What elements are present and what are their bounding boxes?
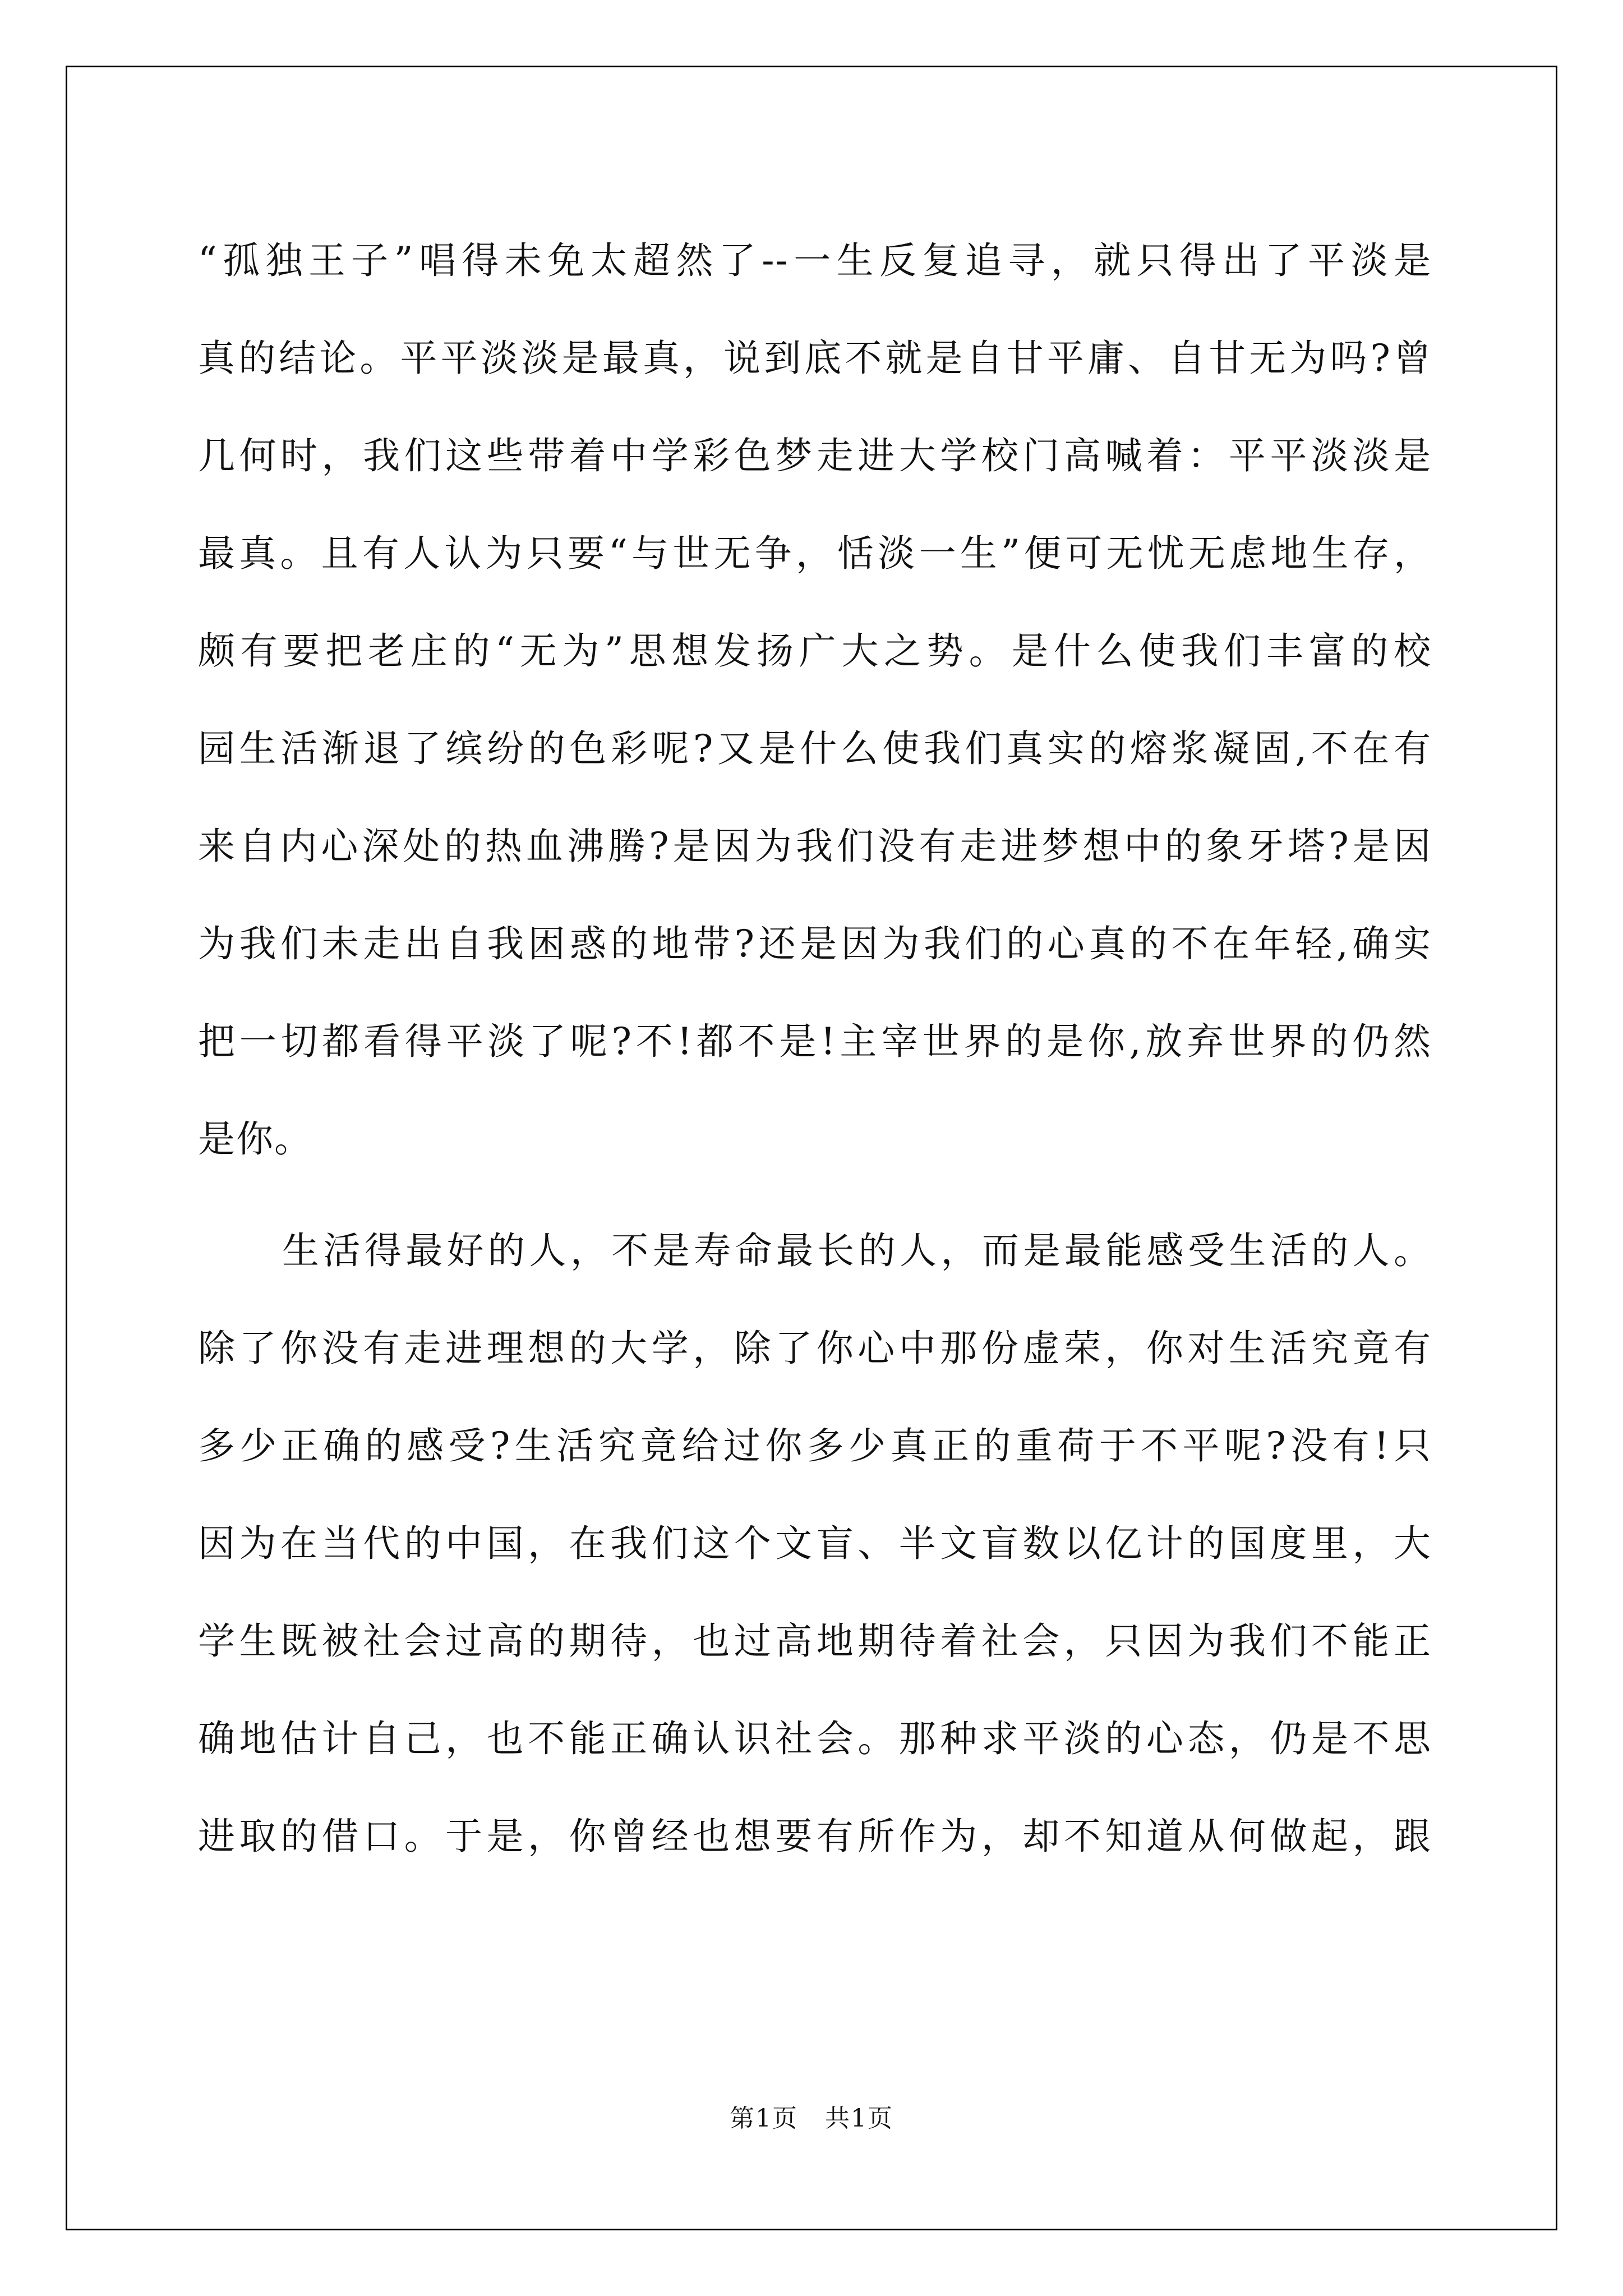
text-line: 为我们未走出自我困惑的地带?还是因为我们的心真的不在年轻,确实 xyxy=(198,922,1432,965)
text-line: 多少正确的感受?生活究竟给过你多少真正的重荷于不平呢?没有!只 xyxy=(198,1424,1432,1467)
text-line: 因为在当代的中国，在我们这个文盲、半文盲数以亿计的国度里，大 xyxy=(198,1522,1432,1565)
text-line: 最真。且有人认为只要“与世无争，恬淡一生”便可无忧无虑地生存， xyxy=(198,532,1432,575)
document-body xyxy=(198,212,1432,1885)
paragraph-spacer xyxy=(198,1188,1432,1202)
page-footer xyxy=(0,2098,1623,2134)
text-line: 颇有要把老庄的“无为”思想发扬广大之势。是什么使我们丰富的校 xyxy=(198,629,1432,673)
text-line: 进取的借口。于是，你曾经也想要有所作为，却不知道从何做起，跟 xyxy=(198,1815,1432,1858)
text-line: 把一切都看得平淡了呢?不!都不是!主宰世界的是你,放弃世界的仍然 xyxy=(198,1020,1432,1063)
page-number: 第1页 xyxy=(730,2104,798,2133)
text-line: 学生既被社会过高的期待，也过高地期待着社会，只因为我们不能正 xyxy=(198,1619,1432,1663)
text-line: 生活得最好的人，不是寿命最长的人，而是最能感受生活的人。 xyxy=(282,1229,1432,1272)
text-line: 除了你没有走进理想的大学，除了你心中那份虚荣，你对生活究竟有 xyxy=(198,1327,1432,1370)
text-line: 来自内心深处的热血沸腾?是因为我们没有走进梦想中的象牙塔?是因 xyxy=(198,825,1432,868)
text-line: “孤独王子”唱得未免太超然了--一生反复追寻，就只得出了平淡是 xyxy=(198,239,1432,282)
page-total: 共1页 xyxy=(825,2104,893,2133)
paragraph-1 xyxy=(198,212,1432,1188)
text-line: 园生活渐退了缤纷的色彩呢?又是什么使我们真实的熔浆凝固,不在有 xyxy=(198,727,1432,770)
text-line: 确地估计自己，也不能正确认识社会。那种求平淡的心态，仍是不思 xyxy=(198,1717,1432,1760)
paragraph-2 xyxy=(198,1202,1432,1885)
text-line: 是你。 xyxy=(198,1117,312,1161)
text-line: 真的结论。平平淡淡是最真，说到底不就是自甘平庸、自甘无为吗?曾 xyxy=(198,337,1432,380)
text-line: 几何时，我们这些带着中学彩色梦走进大学校门高喊着：平平淡淡是 xyxy=(198,434,1432,477)
